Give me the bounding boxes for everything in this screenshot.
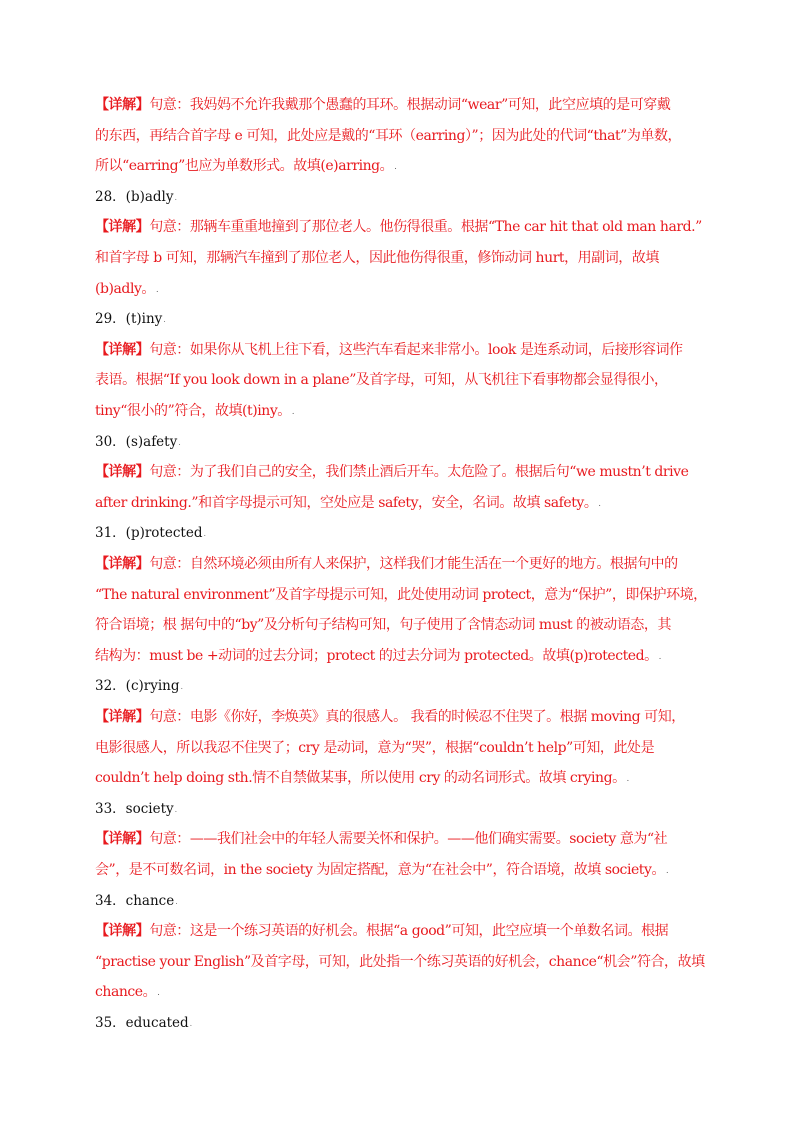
- explanation-tag: 【详解】: [95, 219, 150, 236]
- explanation-continuation: [95, 153, 396, 179]
- answer-line: [95, 1010, 192, 1036]
- line-text: 30．(s)afety: [95, 433, 178, 450]
- explanation-tag: 【详解】: [95, 923, 150, 940]
- line-end-mark: .: [189, 1019, 193, 1028]
- explanation-continuation: [95, 367, 668, 393]
- explanation-line: [95, 459, 688, 485]
- line-end-mark: .: [203, 529, 207, 539]
- line-end-mark: .: [175, 896, 178, 906]
- line-text: “The natural environment”及首字母提示可知，此处使用动词 protect，意为“保护”，即保护环境，: [95, 586, 707, 603]
- explanation-tag: 【详解】: [95, 556, 150, 572]
- line-text: after drinking.”和首字母提示可知，空处应是 safety，安全，名词。故填 safety。: [95, 494, 598, 511]
- explanation-continuation: [95, 245, 659, 271]
- answer-line: [95, 184, 177, 210]
- explanation-line: [95, 92, 670, 118]
- explanation-line: [95, 214, 702, 240]
- explanation-tag: 【详解】: [95, 464, 150, 481]
- explanation-continuation: [95, 490, 601, 516]
- explanation-line: [95, 704, 685, 730]
- line-text: 的东西，再结合首字母 e 可知，此处应是戴的“耳环（earring）”；因为此处的代词“that”为单数，: [95, 127, 682, 144]
- line-end-mark: .: [163, 315, 166, 325]
- explanation-continuation: [95, 398, 294, 424]
- answer-line: [95, 429, 181, 455]
- line-text: 句意：我妈妈不允许我戴那个愚蠢的耳环。根据动词“wear”可知，此空应填的是可穿戴: [149, 97, 671, 113]
- explanation-tag: 【详解】: [95, 709, 150, 725]
- answer-line: [95, 796, 177, 822]
- explanation-continuation: [95, 582, 707, 608]
- line-text: 33．society: [95, 800, 174, 817]
- line-text: 31．(p)rotected: [95, 525, 203, 542]
- explanation-continuation: [95, 765, 629, 791]
- line-text: 电影很感人，所以我忍不住哭了；cry 是动词，意为“哭”，根据“couldn’t help”可知，此处是: [95, 739, 655, 756]
- explanation-tag: 【详解】: [95, 341, 150, 358]
- line-text: 所以“earring”也应为单数形式。故填(e)arring。: [95, 158, 394, 175]
- explanation-continuation: [95, 612, 671, 638]
- line-text: (b)adly。: [95, 280, 155, 297]
- line-end-mark: .: [626, 774, 629, 784]
- line-end-mark: .: [174, 804, 178, 814]
- explanation-continuation: [95, 643, 661, 669]
- explanation-continuation: [95, 123, 681, 149]
- line-text: 句意：如果你从飞机上往下看，这些汽车看起来非常小。look 是连系动词，后接形容词作: [149, 341, 683, 358]
- line-end-mark: .: [394, 162, 397, 172]
- line-end-mark: .: [157, 988, 160, 998]
- line-text: 表语。根据“If you look down in a plane”及首字母，可知，从飞机往下看事物都会显得很小，: [95, 372, 668, 389]
- line-text: 句意：自然环境必须由所有人来保护，这样我们才能生活在一个更好的地方。根据句中的: [149, 556, 678, 572]
- line-end-mark: .: [178, 437, 181, 447]
- line-text: 34．chance: [95, 892, 175, 909]
- explanation-continuation: [95, 857, 668, 883]
- explanation-continuation: [95, 949, 705, 975]
- line-text: 句意：这是一个练习英语的好机会。根据“a good”可知，此空应填一个单数名词。根据: [149, 923, 669, 940]
- line-text: “practise your English”及首字母，可知，此处指一个练习英语的好机会，chance“机会”符合，故填: [95, 953, 705, 970]
- explanation-line: [95, 918, 668, 944]
- line-text: 句意：——我们社会中的年轻人需要关怀和保护。——他们确实需要。society 意为“社: [149, 831, 668, 848]
- line-end-mark: .: [291, 407, 294, 416]
- line-text: 和首字母 b 可知，那辆汽车撞到了那位老人，因此他伤得很重，修饰动词 hurt，用副词，故填: [95, 250, 659, 266]
- line-text: 会”，是不可数名词，in the society 为固定搭配，意为“在社会中”，符合语境，故填 society。: [95, 862, 665, 878]
- line-text: chance。: [95, 984, 157, 1001]
- explanation-continuation: [95, 735, 654, 761]
- answer-line: [95, 306, 166, 332]
- explanation-line: [95, 337, 683, 363]
- answer-line: [95, 888, 178, 914]
- explanation-tag: 【详解】: [95, 97, 150, 113]
- line-end-mark: .: [658, 651, 661, 661]
- answer-line: [95, 520, 206, 546]
- line-text: 符合语境；根 据句中的“by”及分析句子结构可知，句子使用了含情态动词 must 的被动语态，其: [95, 617, 672, 634]
- line-text: 28．(b)adly: [95, 188, 174, 205]
- line-end-mark: .: [174, 192, 178, 202]
- line-text: 句意：电影《你好，李焕英》真的很感人。 我看的时候忍不住哭了。根据 moving 可知，: [149, 709, 685, 725]
- line-end-mark: .: [155, 284, 159, 294]
- answer-line: [95, 673, 183, 699]
- line-text: 结构为：must be +动词的过去分词；protect 的过去分词为 protected。故填(p)rotected。: [95, 647, 658, 664]
- explanation-continuation: [95, 276, 158, 302]
- line-text: 35．educated: [95, 1015, 189, 1031]
- explanation-line: [95, 551, 678, 577]
- line-text: 句意：为了我们自己的安全，我们禁止酒后开车。太危险了。根据后句“we mustn’t drive: [149, 464, 689, 481]
- explanation-continuation: [95, 979, 159, 1005]
- line-text: 29．(t)iny: [95, 311, 163, 328]
- line-text: 句意：那辆车重重地撞到了那位老人。他伤得很重。根据“The car hit that old man hard.”: [149, 219, 702, 236]
- line-text: couldn’t help doing sth.情不自禁做某事，所以使用 cry 的动名词形式。故填 crying。: [95, 770, 626, 787]
- explanation-tag: 【详解】: [95, 831, 150, 848]
- line-text: tiny“很小的”符合，故填(t)iny。: [95, 403, 291, 419]
- line-end-mark: .: [666, 866, 669, 875]
- line-end-mark: .: [598, 498, 601, 508]
- explanation-line: [95, 826, 667, 852]
- line-text: 32．(c)rying: [95, 678, 180, 695]
- line-end-mark: .: [180, 682, 184, 692]
